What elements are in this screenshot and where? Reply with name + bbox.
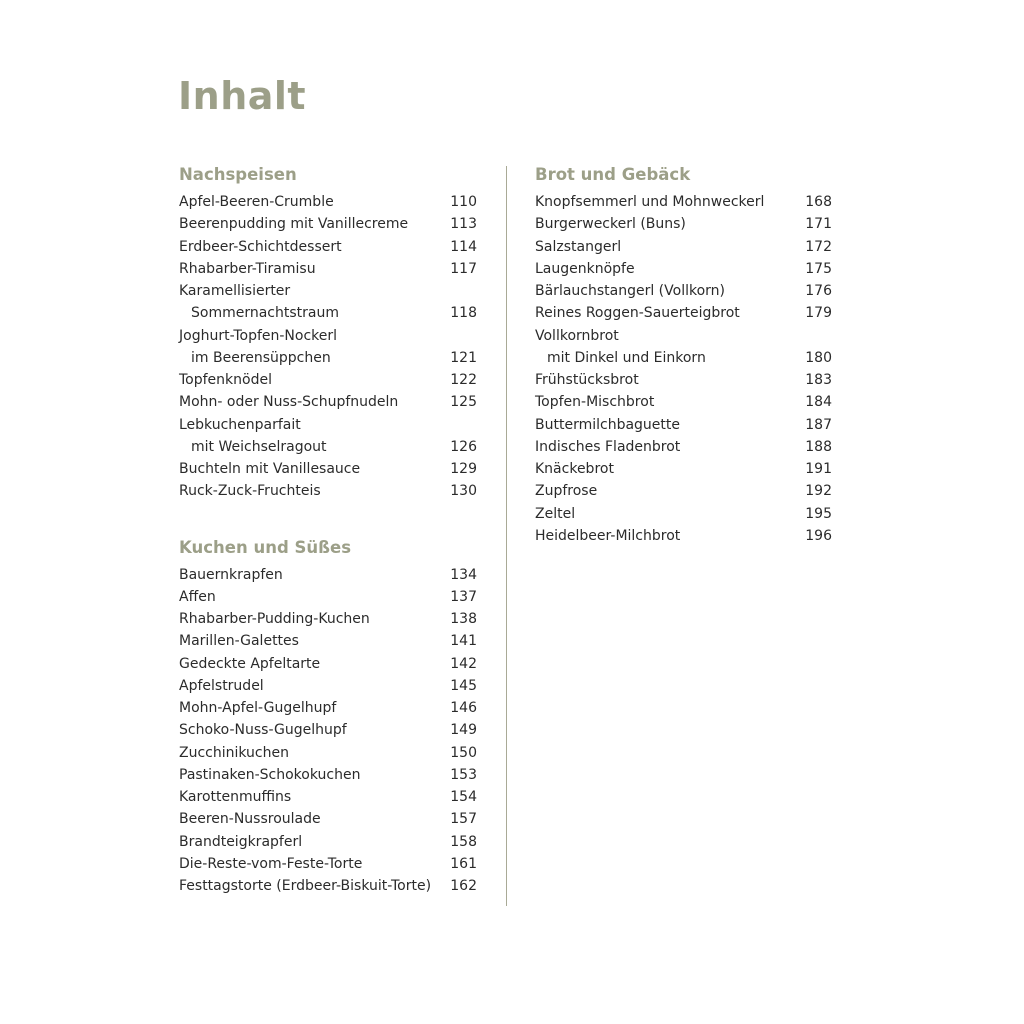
toc-entry [179, 630, 477, 652]
entry-page-number: 153 [450, 766, 477, 783]
entry-title: Burgerweckerl (Buns) [535, 216, 686, 233]
toc-entry [535, 436, 832, 458]
toc-entry [179, 875, 477, 897]
entry-page-number: 157 [450, 811, 477, 828]
entry-title: Pastinaken-Schokokuchen [179, 766, 361, 783]
entry-title: Rhabarber-Tiramisu [179, 260, 316, 277]
entry-title: Mohn-Apfel-Gugelhupf [179, 700, 337, 716]
section-title: Kuchen und Süßes [179, 537, 352, 557]
entry-title: Reines Roggen-Sauerteigbrot [535, 305, 740, 322]
toc-entry [179, 458, 477, 480]
toc-entry [179, 369, 477, 391]
toc-entry [179, 831, 477, 853]
entry-title: Bauernkrapfen [179, 566, 283, 583]
entry-page-number: 113 [450, 216, 477, 233]
entry-page-number: 110 [450, 194, 477, 210]
entry-title: Karottenmuffins [179, 789, 292, 805]
toc-entry [179, 347, 477, 369]
entry-page-number: 158 [450, 833, 477, 850]
entry-page-number: 183 [805, 372, 832, 388]
toc-entry [179, 480, 477, 502]
entry-title: Buchteln mit Vanillesauce [179, 461, 361, 477]
entry-page-number: 117 [450, 260, 477, 277]
toc-entry [179, 391, 477, 413]
toc-column-left [179, 164, 477, 897]
entry-page-number: 130 [450, 483, 477, 500]
toc-entry [179, 719, 477, 741]
entry-page-number: 171 [805, 216, 832, 233]
toc-entry [535, 480, 832, 502]
entry-title: Die-Reste-vom-Feste-Torte [179, 855, 363, 872]
entry-page-number: 187 [805, 416, 832, 433]
toc-column-right [535, 164, 832, 547]
entry-page-number: 154 [450, 789, 477, 805]
entry-page-number: 161 [450, 855, 477, 872]
toc-entry [535, 213, 832, 235]
entry-list [179, 564, 477, 898]
toc-entry [535, 525, 832, 547]
entry-page-number: 179 [805, 305, 832, 322]
toc-entry [179, 853, 477, 875]
toc-entry [535, 391, 832, 413]
toc-entry [179, 325, 477, 347]
entry-page-number: 122 [450, 372, 477, 388]
entry-title: Mohn- oder Nuss-Schupfnudeln [179, 394, 399, 411]
entry-title: Indisches Fladenbrot [535, 438, 681, 455]
entry-title: Erdbeer-Schichtdessert [179, 238, 342, 255]
toc-entry [535, 414, 832, 436]
entry-page-number: 150 [450, 744, 477, 761]
entry-title: Festtagstorte (Erdbeer-Biskuit-Torte) [179, 878, 432, 894]
toc-entry [179, 608, 477, 630]
entry-title: Schoko-Nuss-Gugelhupf [179, 722, 347, 739]
entry-page-number: 175 [805, 260, 832, 277]
entry-title: Joghurt-Topfen-Nockerl [179, 327, 338, 344]
entry-title: mit Dinkel und Einkorn [547, 349, 706, 366]
entry-page-number: 125 [450, 394, 477, 411]
entry-page-number: 180 [805, 349, 832, 366]
toc-entry [179, 786, 477, 808]
entry-page-number: 138 [450, 611, 477, 627]
toc-entry [179, 280, 477, 302]
entry-title: Buttermilchbaguette [535, 416, 680, 433]
toc-entry [535, 325, 832, 347]
toc-entry [535, 503, 832, 525]
toc-entry [179, 191, 477, 213]
entry-page-number: 145 [450, 677, 477, 694]
entry-title: Lebkuchenparfait [179, 416, 301, 433]
toc-entry [179, 564, 477, 586]
section-title: Nachspeisen [179, 165, 297, 184]
toc-entry [179, 808, 477, 830]
entry-page-number: 118 [450, 305, 477, 322]
toc-entry [179, 586, 477, 608]
toc-entry [179, 436, 477, 458]
entry-title: Affen [179, 588, 216, 605]
entry-title: Zeltel [535, 505, 576, 522]
entry-title: Topfenknödel [179, 372, 272, 388]
toc-section-brot [535, 164, 832, 547]
toc-entry [179, 302, 477, 324]
entry-title: Topfen-Mischbrot [535, 394, 655, 411]
toc-section-kuchen [179, 537, 477, 898]
toc-entry [535, 347, 832, 369]
toc-entry [179, 675, 477, 697]
entry-page-number: 137 [450, 588, 477, 605]
entry-page-number: 129 [450, 461, 477, 477]
entry-title: Laugenknöpfe [535, 260, 635, 277]
entry-page-number: 162 [450, 878, 477, 894]
page-title: Inhalt [178, 74, 307, 118]
entry-page-number: 146 [450, 700, 477, 716]
entry-page-number: 188 [805, 438, 832, 455]
entry-title: Heidelbeer-Milchbrot [535, 527, 681, 544]
entry-page-number: 141 [450, 633, 477, 650]
entry-page-number: 191 [805, 461, 832, 477]
toc-entry [535, 369, 832, 391]
toc-entry [535, 458, 832, 480]
entry-title: Ruck-Zuck-Fruchteis [179, 483, 321, 500]
entry-title: Gedeckte Apfeltarte [179, 655, 321, 672]
entry-page-number: 192 [805, 483, 832, 500]
entry-title: Karamellisierter [179, 283, 291, 299]
toc-entry [179, 258, 477, 280]
entry-title: Rhabarber-Pudding-Kuchen [179, 611, 370, 627]
toc-entry [179, 653, 477, 675]
toc-entry [179, 236, 477, 258]
entry-title: Knäckebrot [535, 461, 614, 477]
entry-page-number: 196 [805, 527, 832, 544]
entry-page-number: 142 [450, 655, 477, 672]
toc-entry [535, 280, 832, 302]
entry-page-number: 176 [805, 283, 832, 299]
entry-title: Beerenpudding mit Vanillecreme [179, 216, 409, 233]
entry-title: Salzstangerl [535, 238, 622, 255]
toc-entry [535, 302, 832, 324]
toc-entry [179, 697, 477, 719]
entry-title: Vollkornbrot [535, 327, 619, 344]
entry-title: mit Weichselragout [191, 438, 327, 455]
entry-title: Beeren-Nussroulade [179, 811, 321, 828]
entry-page-number: 121 [450, 349, 477, 366]
toc-entry [535, 258, 832, 280]
entry-page-number: 172 [805, 238, 832, 255]
toc-entry [179, 414, 477, 436]
entry-title: Apfel-Beeren-Crumble [179, 194, 334, 210]
entry-page-number: 134 [450, 566, 477, 583]
toc-entry [179, 213, 477, 235]
entry-title: Sommernachtstraum [191, 305, 339, 322]
entry-page-number: 184 [805, 394, 832, 411]
entry-title: Frühstücksbrot [535, 372, 639, 388]
entry-title: Apfelstrudel [179, 677, 264, 694]
toc-entry [179, 764, 477, 786]
entry-page-number: 126 [450, 438, 477, 455]
entry-list [179, 191, 477, 503]
toc-entry [535, 236, 832, 258]
toc-entry [535, 191, 832, 213]
entry-title: Marillen-Galettes [179, 633, 299, 650]
entry-title: Brandteigkrapferl [179, 833, 303, 850]
entry-page-number: 114 [450, 238, 477, 255]
section-title: Brot und Gebäck [535, 165, 691, 184]
column-divider [506, 166, 507, 906]
toc-entry [179, 742, 477, 764]
entry-page-number: 149 [450, 722, 477, 739]
entry-page-number: 195 [805, 505, 832, 522]
entry-title: Knopfsemmerl und Mohnweckerl [535, 194, 765, 210]
entry-title: Zupfrose [535, 483, 598, 500]
entry-list [535, 191, 832, 547]
entry-page-number: 168 [805, 194, 832, 210]
toc-section-nachspeisen [179, 164, 477, 503]
entry-title: Zucchinikuchen [179, 744, 289, 761]
entry-title: im Beerensüppchen [191, 349, 331, 366]
entry-title: Bärlauchstangerl (Vollkorn) [535, 283, 725, 299]
